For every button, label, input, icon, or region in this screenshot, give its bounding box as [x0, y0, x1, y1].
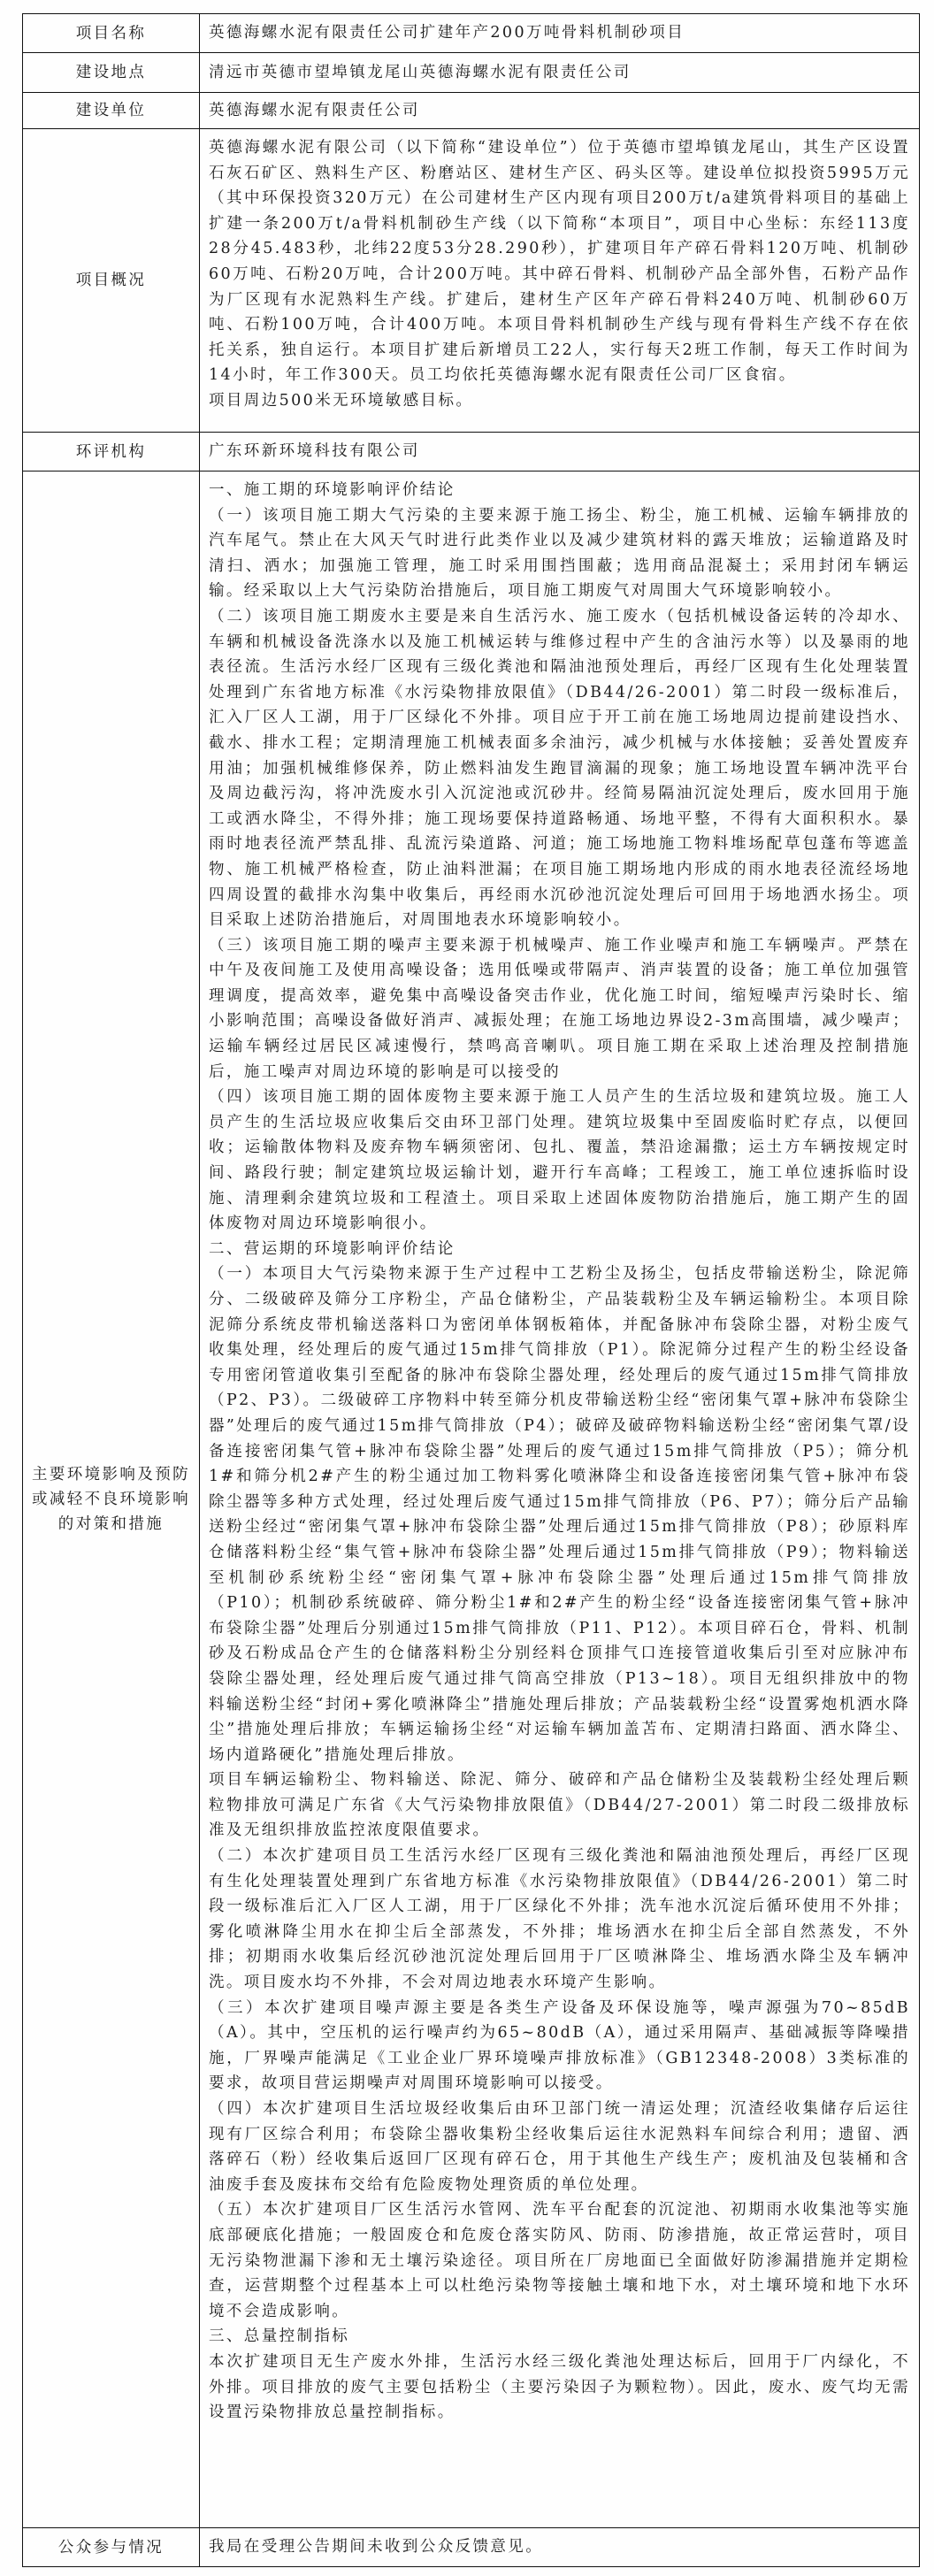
overview-paragraph: 项目周边500米无环境敏感目标。 — [209, 391, 474, 410]
row-value-project-name: 英德海螺水泥有限责任公司扩建年产200万吨骨料机制砂项目 — [200, 14, 920, 53]
measures-paragraph: 本次扩建项目无生产废水外排，生活污水经三级化粪池处理达标后，回用于厂内绿化，不外排。项目排放的废气主要包括粉尘（主要污染因子为颗粒物）。因此，废水、废气均无需设置污染物排放总量控制指标。 — [209, 2352, 910, 2422]
table-row — [23, 14, 920, 53]
measures-paragraph: （五）本次扩建项目厂区生活污水管网、洗车平台配套的沉淀池、初期雨水收集池等实施底部硬底化措施；一般固废仓和危废仓落实防风、防雨、防渗措施，故正常运营时，项目无污染物泄漏下渗和无土壤污染途径。项目所在厂房地面已全面做好防渗漏措施并定期检查，运营期整个过程基本上可以杜绝污染物等接触土壤和地下水，对土壤环境和地下水环境不会造成影响。 — [209, 2201, 910, 2320]
row-label-public-participation: 公众参与情况 — [23, 2528, 200, 2567]
row-value-public-participation: 我局在受理公告期间未收到公众反馈意见。 — [200, 2528, 920, 2567]
measures-paragraph: 三、总量控制指标 — [209, 2327, 350, 2346]
measures-paragraph: 项目车辆运输粉尘、物料输送、除泥、筛分、破碎和产品仓储粉尘及装载粉尘经处理后颗粒物排放可满足广东省《大气污染物排放限值》（DB44/27-2001）第二时段二级排放标准及无组织排放监控浓度限值要求。 — [209, 1771, 910, 1840]
measures-paragraph: （二）本次扩建项目员工生活污水经厂区现有三级化粪池和隔油池预处理后，再经厂区现有生化处理装置处理到广东省地方标准《水污染物排放限值》（DB44/26-2001）第二时段一级标准后汇入厂区人工湖，用于厂区绿化不外排；洗车池水沉淀后循环使用不外排；雾化喷淋降尘用水在抑尘后全部蒸发，不外排；堆场洒水在抑尘后全部自然蒸发，不外排；初期雨水收集后经沉砂池沉淀处理后回用于厂区喷淋降尘、堆场洒水降尘及车辆冲洗。项目废水均不外排，不会对周边地表水环境产生影响。 — [209, 1847, 910, 1992]
row-label-overview: 项目概况 — [23, 129, 200, 433]
row-label-eia-agency: 环评机构 — [23, 433, 200, 472]
eia-approval-table — [22, 13, 920, 2567]
measures-paragraph: （三）本次扩建项目噪声源主要是各类生产设备及环保设施等，噪声源强为70~85dB（A）。其中，空压机的运行噪声约为65~80dB（A），通过采用隔声、基础减振等降噪措施，厂界噪声能满足《工业企业厂界环境噪声排放标准》（GB12348-2008）3类标准的要求，故项目营运期噪声对周围环境影响可以接受。 — [209, 1998, 910, 2093]
table-row — [23, 93, 920, 129]
measures-paragraph: （二）该项目施工期废水主要是来自生活污水、施工废水（包括机械设备运转的冷却水、车辆和机械设备洗涤水以及施工机械运转与维修过程中产生的含油污水等）以及暴雨的地表径流。生活污水经厂区现有三级化粪池和隔油池预处理后，再经厂区现有生化处理装置处理到广东省地方标准《水污染物排放限值》（DB44/26-2001）第二时段一级标准后，汇入厂区人工湖，用于厂区绿化不外排。项目应于开工前在施工场地周边提前建设挡水、截水、排水工程；定期清理施工机械表面多余油污，减少机械与水体接触；妥善处置废弃用油；加强机械维修保养，防止燃料油发生跑冒滴漏的现象；施工场地设置车辆冲洗平台及周边截污沟，将冲洗废水引入沉淀池或沉砂井。经简易隔油沉淀处理后，废水回用于施工或洒水降尘，不得外排；施工现场要保持道路畅通、场地平整，不得有大面积积水。暴雨时地表径流严禁乱排、乱流污染道路、河道；施工场地施工物料堆场配草包蓬布等遮盖物、施工机械严格检查，防止油料泄漏；在项目施工期场地内形成的雨水地表径流经场地四周设置的截排水沟集中收集后，再经雨水沉砂池沉淀处理后可回用于场地洒水扬尘。项目采取上述防治措施后，对周围地表水环境影响较小。 — [209, 607, 910, 930]
measures-paragraph: （一）本项目大气污染物来源于生产过程中工艺粉尘及扬尘，包括皮带输送粉尘，除泥筛分、二级破碎及筛分工序粉尘，产品仓储粉尘，产品装载粉尘及车辆运输粉尘。本项目除泥筛分系统皮带机输送落料口为密闭单体钢板箱体，并配备脉冲布袋除尘器，对粉尘废气收集处理，经处理后的废气通过15m排气筒排放（P1）。除泥筛分过程产生的粉尘经设备专用密闭管道收集引至配备的脉冲布袋除尘器处理，经处理后的废气通过15m排气筒排放（P2、P3）。二级破碎工序物料中转至筛分机皮带输送粉尘经“密闭集气罩+脉冲布袋除尘器”处理后的废气通过15m排气筒排放（P4）；破碎及破碎物料输送粉尘经“密闭集气罩/设备连接密闭集气管+脉冲布袋除尘器”处理后的废气通过15m排气筒排放（P5）；筛分机1#和筛分机2#产生的粉尘通过加工物料雾化喷淋降尘和设备连接密闭集气管+脉冲布袋除尘器等多种方式处理，经过处理后废气通过15m排气筒排放（P6、P7）；筛分后产品输送粉尘经过“密闭集气罩+脉冲布袋除尘器”处理后通过15m排气筒排放（P8）；砂原料库仓储落料粉尘经“集气管+脉冲布袋除尘器”处理后通过15m排气筒排放（P9）；物料输送至机制砂系统粉尘经“密闭集气罩+脉冲布袋除尘器”处理后通过15m排气筒排放（P10）；机制砂系统破碎、筛分粉尘1#和2#产生的粉尘经“设备连接密闭集气管+脉冲布袋除尘器”处理后分别通过15m排气筒排放（P11、P12）。本项目碎石仓，骨料、机制砂及石粉成品仓产生的仓储落料粉尘分别经料仓顶排气口连接管道收集后引至对应脉冲布袋除尘器处理，经处理后废气通过排气筒高空排放（P13~18）。项目无组织排放中的物料输送粉尘经“封闭+雾化喷淋降尘”措施处理后排放；产品装载粉尘经“设置雾炮机洒水降尘”措施处理后排放；车辆运输扬尘经“对运输车辆加盖苫布、定期清扫路面、洒水降尘、场内道路硬化”措施处理后排放。 — [209, 1265, 910, 1764]
measures-paragraph: （四）本次扩建项目生活垃圾经收集后由环卫部门统一清运处理；沉渣经收集储存后运往现有厂区综合利用；布袋除尘器收集粉尘经收集后运往水泥熟料车间综合利用；遗留、洒落碎石（粉）经收集后返回厂区现有碎石仓，用于其他生产线生产；废机油及包装桶和含油废手套及废抹布交给有危险废物处理资质的单位处理。 — [209, 2100, 910, 2194]
row-label-location: 建设地点 — [23, 53, 200, 93]
row-label-project-name: 项目名称 — [23, 14, 200, 53]
row-value-eia-agency: 广东环新环境科技有限公司 — [200, 433, 920, 472]
measures-paragraph: 一、施工期的环境影响评价结论 — [209, 481, 456, 499]
row-label-measures: 主要环境影响及预防或减轻不良环境影响的对策和措施 — [23, 472, 200, 2528]
overview-paragraph: 英德海螺水泥有限公司（以下简称“建设单位”）位于英德市望埠镇龙尾山，其生产区设置石灰石矿区、熟料生产区、粉磨站区、建材生产区、码头区等。建设单位拟投资5995万元（其中环保投资320万元）在公司建材生产区内现有项目200万t/a建筑骨料项目的基础上扩建一条200万t/a骨料机制砂生产线（以下简称“本项目”，项目中心坐标：东经113度28分45.483秒，北纬22度53分28.290秒），扩建项目年产碎石骨料120万吨、机制砂60万吨、石粉20万吨，合计200万吨。其中碎石骨料、机制砂产品全部外售，石粉产品作为厂区现有水泥熟料生产线。扩建后，建材生产区年产碎石骨料240万吨、机制砂60万吨、石粉100万吨，合计400万吨。本项目骨料机制砂生产线与现有骨料生产线不存在依托关系，独自运行。本项目扩建后新增员工22人，实行每天2班工作制，每天工作时间为14小时，年工作300天。员工均依托英德海螺水泥有限责任公司厂区食宿。 — [209, 139, 910, 385]
table-row — [23, 2528, 920, 2567]
measures-paragraph: 二、营运期的环境影响评价结论 — [209, 1239, 456, 1258]
row-label-builder: 建设单位 — [23, 93, 200, 129]
row-value-overview — [200, 129, 920, 433]
measures-paragraph: （三）该项目施工期的噪声主要来源于机械噪声、施工作业噪声和施工车辆噪声。严禁在中午及夜间施工及使用高噪设备；选用低噪或带隔声、消声装置的设备；施工单位加强管理调度，提高效率，避免集中高噪设备突击作业，优化施工时间，缩短噪声污染时长、缩小影响范围；高噪设备做好消声、减振处理；在施工场地边界设2-3m高围墙，减少噪声；运输车辆经过居民区减速慢行，禁鸣高音喇叭。项目施工期在采取上述治理及控制措施后，施工噪声对周边环境的影响是可以接受的 — [209, 936, 910, 1081]
row-value-location: 清远市英德市望埠镇龙尾山英德海螺水泥有限责任公司 — [200, 53, 920, 93]
table-row — [23, 53, 920, 93]
row-value-measures — [200, 472, 920, 2528]
measures-paragraph: （四）该项目施工期的固体废物主要来源于施工人员产生的生活垃圾和建筑垃圾。施工人员产生的生活垃圾应收集后交由环卫部门处理。建筑垃圾集中至固废临时贮存点，以便回收；运输散体物料及废弃物车辆须密闭、包扎、覆盖，禁沿途漏撒；运土方车辆按规定时间、路段行驶；制定建筑垃圾运输计划，避开行车高峰；工程竣工，施工单位速拆临时设施、清理剩余建筑垃圾和工程渣土。项目采取上述固体废物防治措施后，施工期产生的固体废物对周边环境影响很小。 — [209, 1088, 910, 1233]
row-value-builder: 英德海螺水泥有限责任公司 — [200, 93, 920, 129]
measures-paragraph: （一）该项目施工期大气污染的主要来源于施工扬尘、粉尘，施工机械、运输车辆排放的汽车尾气。禁止在大风天气时进行此类作业以及减少建筑材料的露天堆放；运输道路及时清扫、洒水；加强施工管理，施工时采用围挡围蔽；选用商品混凝土；采用封闭车辆运输。经采取以上大气污染防治措施后，项目施工期废气对周围大气环境影响较小。 — [209, 506, 910, 601]
table-row — [23, 129, 920, 433]
table-row — [23, 433, 920, 472]
table-row — [23, 472, 920, 2528]
